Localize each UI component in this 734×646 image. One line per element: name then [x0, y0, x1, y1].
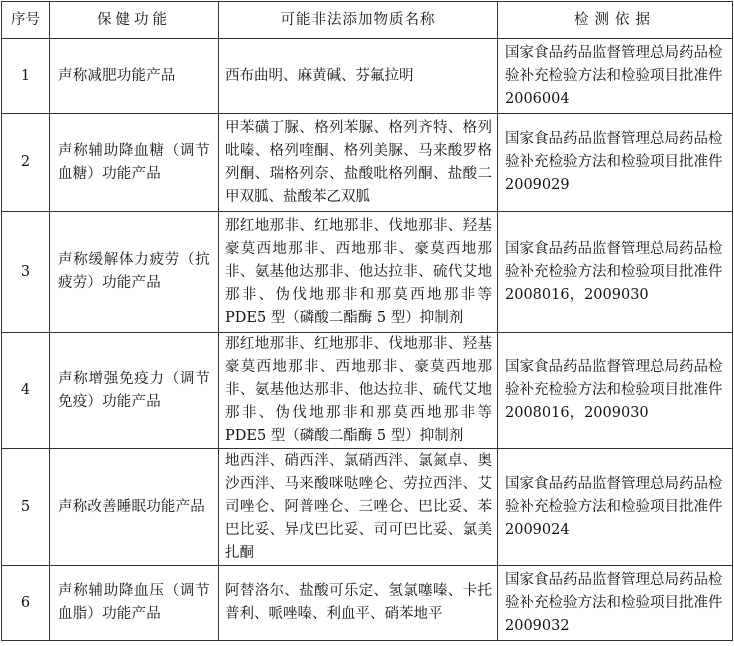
row-seq: 1 [2, 39, 50, 114]
row-substances: 甲苯磺丁脲、格列苯脲、格列齐特、格列吡嗪、格列喹酮、格列美脲、马来酸罗格列酮、瑞格列奈、盐酸吡格列酮、盐酸二甲双胍、盐酸苯乙双胍 [219, 114, 498, 212]
row-substances: 那红地那非、红地那非、伐地那非、羟基豪莫西地那非、西地那非、豪莫西地那非、氨基他达那非、他达拉非、硫代艾地那非、伪伐地那非和那莫西地那非等 PDE5 型（磷酸二酯酶 5 型）抑制剂 [219, 333, 498, 449]
row-seq: 4 [2, 333, 50, 449]
row-seq: 6 [2, 566, 50, 641]
row-substances: 阿替洛尔、盐酸可乐定、氢氯噻嗪、卡托普利、哌唑嗪、利血平、硝苯地平 [219, 566, 498, 641]
header-substances: 可能非法添加物质名称 [219, 2, 498, 39]
header-row [2, 2, 733, 39]
row-function: 声称减肥功能产品 [50, 39, 219, 114]
row-seq: 3 [2, 212, 50, 333]
row-seq: 2 [2, 114, 50, 212]
row-function: 声称辅助降血压（调节血脂）功能产品 [50, 566, 219, 641]
row-substances: 西布曲明、麻黄碱、芬氟拉明 [219, 39, 498, 114]
row-basis: 国家食品药品监督管理总局药品检验补充检验方法和检验项目批准件 2009024 [498, 449, 733, 566]
row-basis: 国家食品药品监督管理总局药品检验补充检验方法和检验项目批准件 2009029 [498, 114, 733, 212]
header-function: 保健功能 [50, 2, 219, 39]
row-basis: 国家食品药品监督管理总局药品检验补充检验方法和检验项目批准件 2009032 [498, 566, 733, 641]
supplement-additives-table [1, 1, 733, 641]
row-basis: 国家食品药品监督管理总局药品检验补充检验方法和检验项目批准件 2008016，2009030 [498, 212, 733, 333]
table-row [2, 449, 733, 566]
row-seq: 5 [2, 449, 50, 566]
table-row [2, 333, 733, 449]
row-substances: 地西泮、硝西泮、氯硝西泮、氯氮卓、奥沙西泮、马来酸咪哒唑仑、劳拉西泮、艾司唑仑、阿普唑仑、三唑仑、巴比妥、苯巴比妥、异戊巴比妥、司可巴比妥、氯美扎酮 [219, 449, 498, 566]
table-row [2, 566, 733, 641]
table-row [2, 39, 733, 114]
header-seq: 序号 [2, 2, 50, 39]
row-function: 声称缓解体力疲劳（抗疲劳）功能产品 [50, 212, 219, 333]
header-basis: 检测依据 [498, 2, 733, 39]
row-basis: 国家食品药品监督管理总局药品检验补充检验方法和检验项目批准件 2006004 [498, 39, 733, 114]
row-basis: 国家食品药品监督管理总局药品检验补充检验方法和检验项目批准件 2008016，2009030 [498, 333, 733, 449]
table-row [2, 212, 733, 333]
row-substances: 那红地那非、红地那非、伐地那非、羟基豪莫西地那非、西地那非、豪莫西地那非、氨基他达那非、他达拉非、硫代艾地那非、伪伐地那非和那莫西地那非等 PDE5 型（磷酸二酯酶 5 型）抑制剂 [219, 212, 498, 333]
row-function: 声称改善睡眠功能产品 [50, 449, 219, 566]
row-function: 声称辅助降血糖（调节血糖）功能产品 [50, 114, 219, 212]
table-row [2, 114, 733, 212]
row-function: 声称增强免疫力（调节免疫）功能产品 [50, 333, 219, 449]
